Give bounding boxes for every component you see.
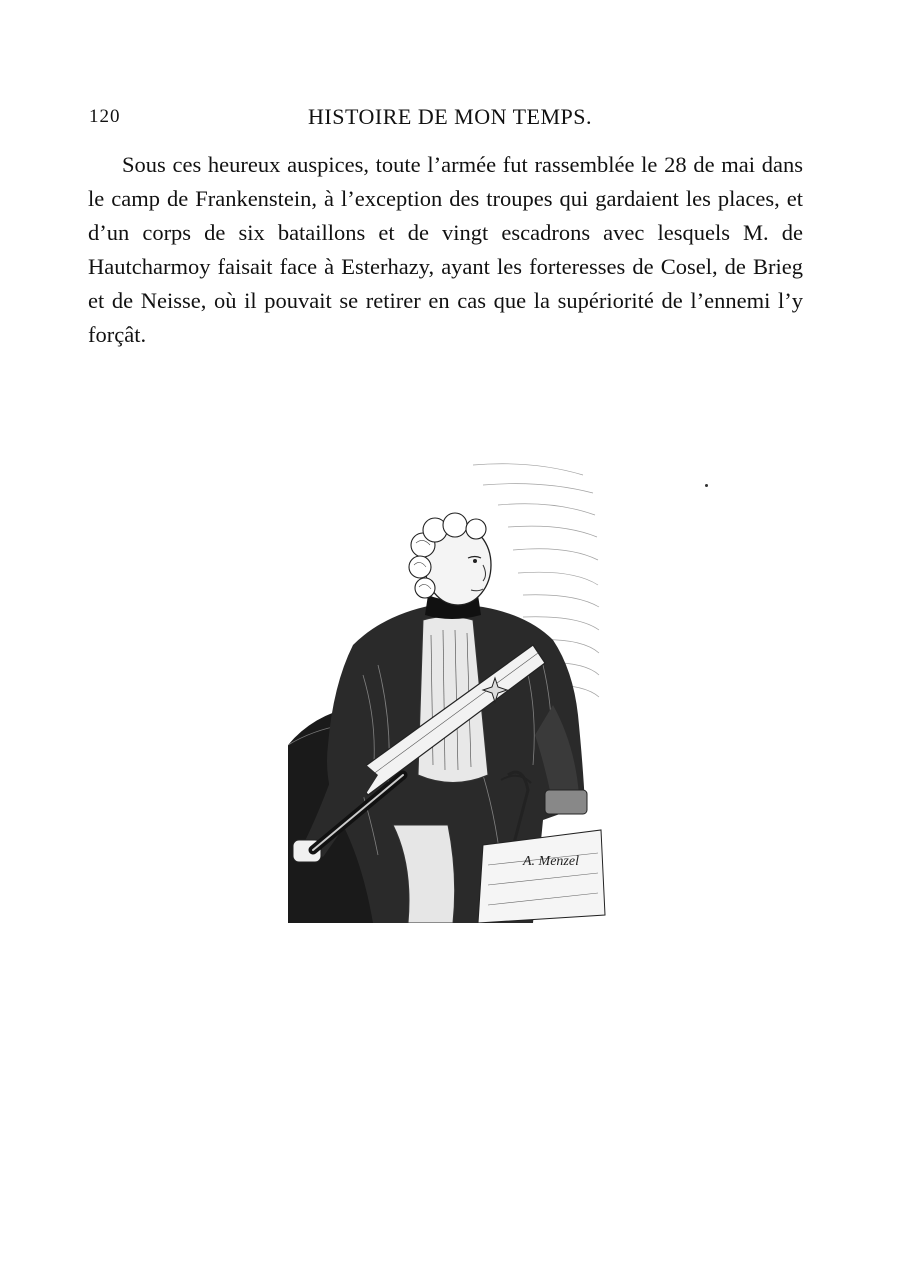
running-title: HISTOIRE DE MON TEMPS. — [308, 104, 592, 129]
portrait-engraving — [283, 445, 613, 923]
artist-signature: A. Menzel — [523, 854, 579, 869]
stray-speck — [705, 484, 708, 487]
page-number: 120 — [89, 106, 121, 127]
body-paragraph: Sous ces heureux auspices, toute l’armée fut rassemblée le 28 de mai dans le camp de Frankenstein, à l’exception des troupes qui gardaient les places, et d’un corps de six bataillons et de vingt escadrons avec lesquels M. de Hautcharmoy faisait face à Esterhazy, ayant les forteresses de Cosel, de Brieg et de Neisse, où il pouvait se retirer en cas que la supériorité de l’ennemi l’y forçât. — [88, 152, 803, 347]
portrait-engraving-drawing — [283, 445, 613, 923]
